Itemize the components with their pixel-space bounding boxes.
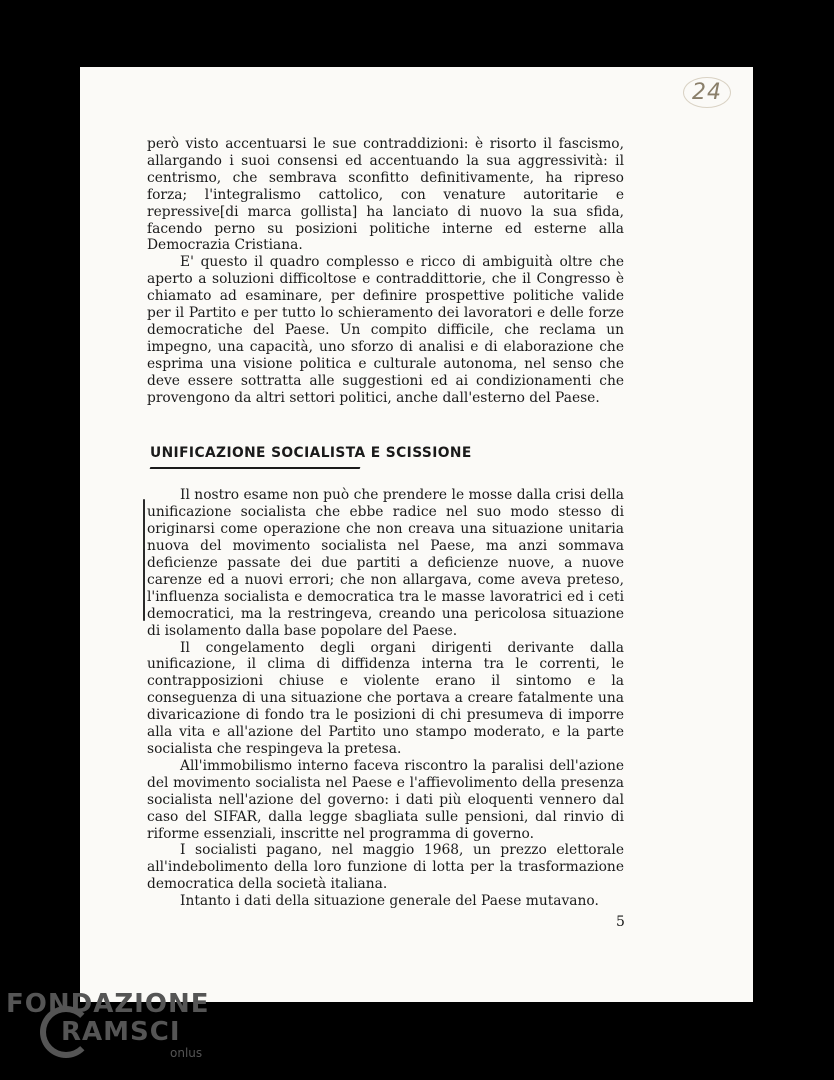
paragraph-1-text: però visto accentuarsi le sue contraddizioni: è risorto il fascismo, allargando i suoi consensi ed accentuando la sua aggressività: il centrismo, che sembrava sconfitto definitivamente, ha ripreso forza; l'integralismo cattolico, con venature autoritarie e repressive (147, 136, 624, 220)
paragraph-7: Intanto i dati della situazione generale del Paese mutavano. (180, 893, 599, 910)
paragraph-6: I socialisti pagano, nel maggio 1968, un prezzo elettorale all'indebolimento della loro funzione di lotta per la trasformazione democratica della società italiana. (147, 842, 624, 893)
bracket-close: ] (351, 203, 367, 220)
logo-line-3: onlus (170, 1046, 203, 1060)
page-number: 5 (616, 914, 625, 930)
document-page (80, 67, 753, 1002)
paragraph-3: Il nostro esame non può che prendere le mosse dalla crisi della unificazione socialista che ebbe radice nel suo modo stesso di originarsi come operazione che non creava una situazione unitaria nuova del movimento socialista nel Paese, ma anzi sommava deficienze passate dei due partiti a deficienze nuove, a nuove carenze ed a nuovi errori; che non allargava, come aveva preteso, l'influenza socialista e democratica tra le masse lavoratrici ed i ceti democratici, ma la restringeva, creando una pericolosa situazione di isolamento dalla base popolare del Paese. (147, 487, 624, 639)
paragraph-2: E' questo il quadro complesso e ricco di ambiguità oltre che aperto a soluzioni difficoltose e contraddittorie, che il Congresso è chiamato ad esaminare, per definire prospettive politiche valide per il Partito e per tutto lo schieramento dei lavoratori e delle forze democratiche del Paese. Un compito difficile, che reclama un impegno, una capacità, uno sforzo di analisi e di elaborazione che esprima una visione politica e culturale autonoma, nel senso che deve essere sottratta alle suggestioni ed ai condizionamenti che provengono da altri settori politici, anche dall'esterno del Paese. (147, 254, 624, 406)
paragraph-4: Il congelamento degli organi dirigenti derivante dalla unificazione, il clima di diffidenza interna tra le correnti, le contrapposizioni chiuse e violente erano il sintomo e la conseguenza di una situazione che portava a creare fatalmente una divaricazione di fondo tra le posizioni di chi presumeva di imporre alla vita e all'azione del Partito uno stampo moderato, e la parte socialista che respingeva la pretesa. (147, 639, 624, 757)
heading-underline (150, 467, 361, 469)
logo-g-icon (40, 1006, 92, 1058)
paragraph-5: All'immobilismo interno faceva riscontro la paralisi dell'azione del movimento socialista nel Paese e l'affievolimento della presenza socialista nell'azione del governo: i dati più eloquenti vennero dal caso del SIFAR, dalla legge sbagliata sulle pensioni, dal rinvio di riforme essenziali, inscritte nel programma di governo. (147, 757, 624, 842)
bracketed-text: di marca gollista (225, 203, 352, 220)
bracket-open: [ (219, 203, 226, 220)
handwritten-page-number: 24 (683, 77, 731, 108)
watermark-logo (6, 990, 209, 1060)
paragraph-1-end: ha lanciato di nuovo la sua sfida, facendo perno su posizioni politiche interne ed esterne alla Democrazia Cristiana. (147, 203, 624, 254)
body-text (147, 136, 624, 910)
logo-line-2: RAMSCI (61, 1017, 181, 1047)
margin-pen-mark (143, 499, 145, 621)
paragraph-1 (147, 136, 624, 254)
section-heading: UNIFICAZIONE SOCIALISTA E SCISSIONE (150, 444, 472, 461)
logo-line-1: FONDAZIONE (6, 989, 210, 1019)
